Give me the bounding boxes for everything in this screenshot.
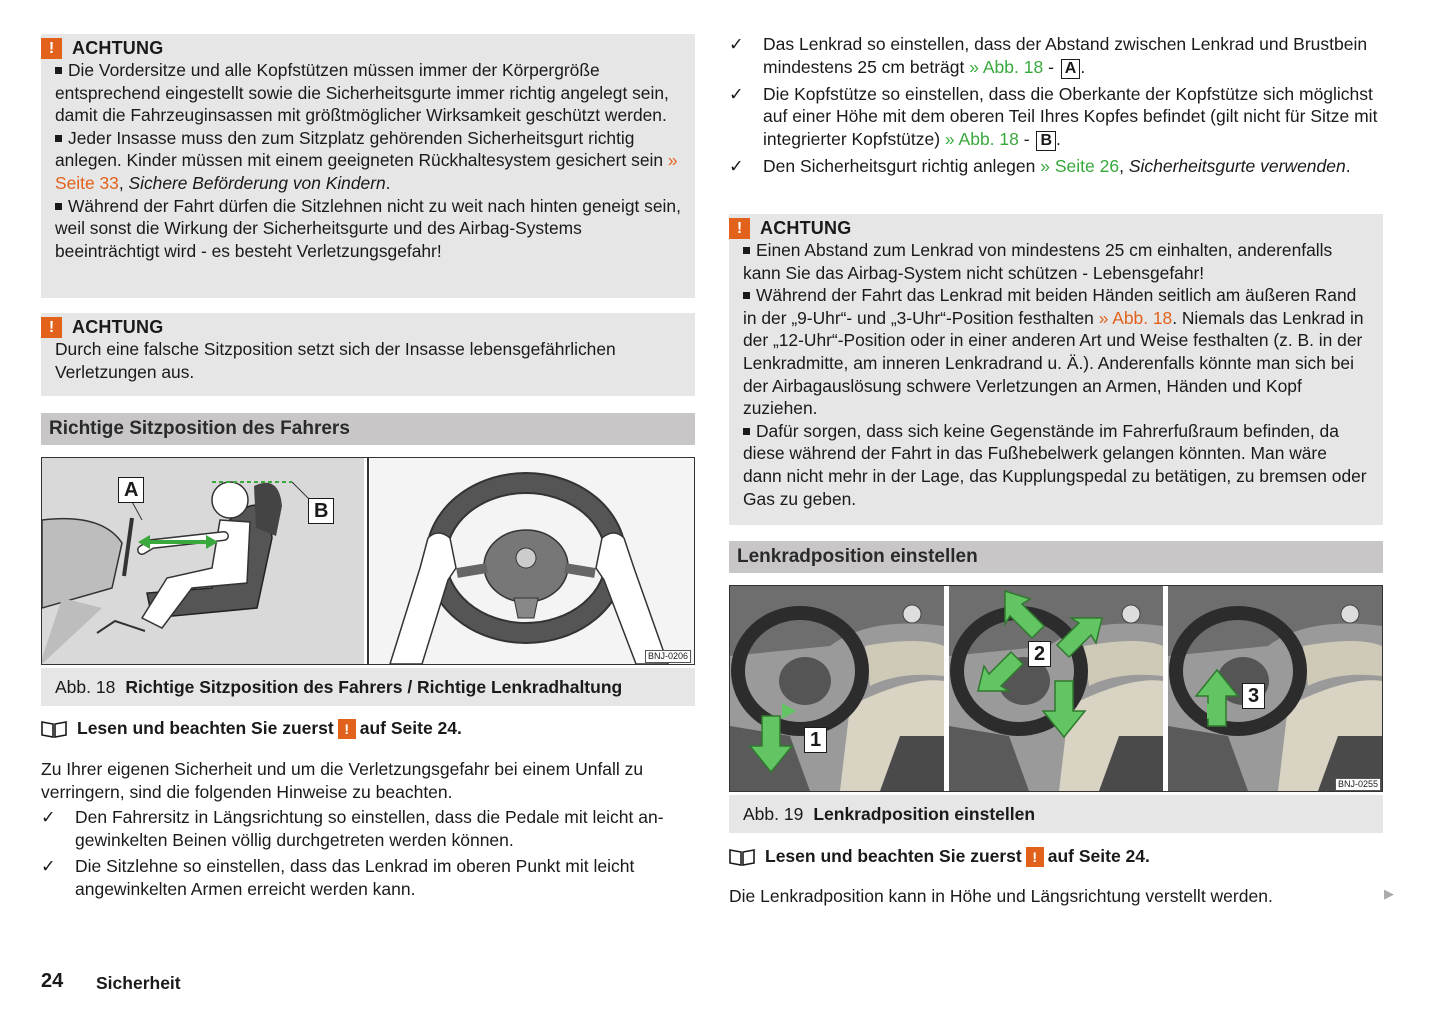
bullet-icon [55, 203, 62, 210]
warning-box-1 [41, 34, 695, 298]
intro-paragraph: Zu Ihrer eigenen Sicherheit und um die Verletzungsgefahr bei einem Unfall zu verringern, sind die folgenden Hinweise zu beachten. [41, 759, 644, 802]
bullet-icon [743, 292, 750, 299]
check-item: ✓ Die Kopfstütze so einstellen, dass die Oberkante der Kopfstütze sich möglichst auf einer Höhe mit dem oberen Teil Ihres Kopfes befindet (gilt nicht für Sitze mit integrierter Kopfstütze) » Abb. 18 - B . [729, 83, 1378, 149]
label-a: A [118, 477, 144, 503]
check-item: ✓ Das Lenkrad so einstellen, dass der Abstand zwischen Lenkrad und Brustbein mindestens 25 cm beträgt » Abb. 18 - A . [729, 34, 1368, 77]
warning-title: ACHTUNG [72, 37, 164, 58]
warning-header [729, 217, 1369, 239]
check-item: ✓ Den Sicherheitsgurt richtig anlegen » Seite 26, Sicherheitsgurte verwenden. [729, 155, 1351, 176]
warning-icon: ! [41, 38, 62, 59]
figure-caption [729, 795, 1383, 833]
warning-paragraph: Jeder Insasse muss den zum Sitzplatz gehörenden Sicherheitsgurt richtig anlegen. Kinder müssen mit einem geeigneten Rückhaltesystem gesichert sein » Seite 33, Sichere Beförderung von Kindern. [55, 127, 678, 193]
label-b-ref: B [1036, 131, 1056, 151]
caption-number: Abb. 18 [55, 677, 116, 697]
bullet-icon [743, 428, 750, 435]
book-icon [41, 720, 67, 738]
page-link[interactable]: » Seite 33 [55, 150, 678, 193]
bullet-icon [743, 247, 750, 254]
read-first-note: Lesen und beachten Sie zuerst ! auf Seite 24. [729, 846, 1150, 867]
label-b: B [308, 498, 334, 524]
warning-body: Durch eine falsche Sitzposition setzt sich der Insasse lebensgefährlichen Verletzungen aus. [55, 339, 616, 382]
step-label-2: 2 [1028, 641, 1051, 667]
check-icon: ✓ [41, 856, 56, 877]
warning-paragraph: Einen Abstand zum Lenkrad von mindestens 25 cm einhalten, anderenfalls kann Sie das Airbag-System nicht schützen - Lebensgefahr! [743, 240, 1333, 283]
warning-icon: ! [1026, 847, 1044, 867]
check-list-left [41, 806, 695, 904]
warning-body [55, 59, 681, 262]
figure-caption [41, 668, 695, 706]
check-list-right [729, 33, 1383, 181]
caption-text: Richtige Sitzposition des Fahrers / Richtige Lenkradhaltung [125, 677, 623, 697]
check-item: ✓ Den Fahrersitz in Längsrichtung so einstellen, dass die Pedale mit leicht angewinkelten Beinen völlig durchgetreten werden können. [41, 807, 664, 850]
check-icon: ✓ [729, 155, 744, 176]
bullet-icon [55, 135, 62, 142]
page-link[interactable]: » Seite 26 [1040, 155, 1120, 176]
warning-icon: ! [338, 719, 356, 739]
figure-18 [41, 457, 695, 665]
warning-title: ACHTUNG [72, 316, 164, 337]
label-a-ref: A [1061, 59, 1081, 79]
book-icon [729, 848, 755, 866]
warning-icon: ! [729, 218, 750, 239]
check-icon: ✓ [729, 83, 744, 104]
step-label-1: 1 [804, 727, 827, 753]
read-first-note: Lesen und beachten Sie zuerst ! auf Seite 24. [41, 718, 462, 739]
figure-link[interactable]: » Abb. 18 [944, 128, 1019, 149]
figure-19 [729, 585, 1383, 792]
outro-paragraph: Die Lenkradposition kann in Höhe und Längsrichtung verstellt werden. [729, 886, 1273, 906]
warning-header [41, 316, 681, 338]
warning-body [743, 239, 1369, 510]
caption-number: Abb. 19 [743, 804, 804, 824]
continue-arrow-icon: ▶ [1384, 886, 1394, 901]
check-item: ✓ Die Sitzlehne so einstellen, dass das Lenkrad im oberen Punkt mit leicht angewinkelten Armen erreicht werden kann. [41, 856, 635, 899]
warning-paragraph: Während der Fahrt das Lenkrad mit beiden Händen seitlich am äußeren Rand in der „9-Uhr“- und „3-Uhr“-Position festhalten » Abb. 18. Niemals das Lenkrad in der „12-Uhr“-Position oder in einer anderen Art und Weise festhalten (z. B. in der Lenkradmitte, am inneren Lenkradrand u. Ä.). Anderenfalls könnte man sich bei der Airbagauslösung schwere Verletzungen an Armen, Händen und Kopf zuziehen. [743, 285, 1364, 419]
caption-text: Lenkradposition einstellen [813, 804, 1036, 824]
footer-section: Sicherheit [96, 973, 181, 993]
figure-link[interactable]: » Abb. 18 [1098, 307, 1173, 328]
warning-paragraph: Die Vordersitze und alle Kopfstützen müssen immer der Körpergröße entsprechend eingestellt sowie die Sicherheitsgurte immer richtig angelegt sein, damit die Fahrzeuginsassen mit größtmöglicher Wirksamkeit geschützt werden. [55, 60, 669, 126]
warning-icon: ! [41, 317, 62, 338]
page-number: 24 [41, 970, 64, 992]
figure-link[interactable]: » Abb. 18 [969, 56, 1044, 77]
section-title: Lenkradposition einstellen [729, 541, 1383, 573]
warning-box-3 [729, 214, 1383, 525]
warning-header [41, 37, 681, 59]
warning-paragraph: Dafür sorgen, dass sich keine Gegenstände im Fahrerfußraum befinden, da diese während der Fahrt in das Fußhebelwerk gelangen könnten. Man wäre dann nicht mehr in der Lage, das Kupplungspedal zu betätigen, zu bremsen oder Gas zu geben. [743, 420, 1367, 509]
check-icon: ✓ [729, 34, 744, 54]
image-code: BNJ-0255 [1335, 778, 1381, 791]
steering-adjustment-illustration [730, 586, 1382, 791]
warning-paragraph: Während der Fahrt dürfen die Sitzlehnen nicht zu weit nach hinten geneigt sein, weil sonst die Wirkung der Sicherheitsgurte und des Airbag-Systems beeinträchtigt wird - es besteht Verletzungsgefahr! [55, 195, 681, 261]
section-title: Richtige Sitzposition des Fahrers [41, 413, 695, 445]
check-icon: ✓ [41, 807, 56, 827]
step-label-3: 3 [1242, 683, 1265, 709]
bullet-icon [55, 67, 62, 74]
image-code: BNJ-0206 [645, 650, 691, 663]
warning-title: ACHTUNG [760, 217, 852, 238]
warning-box-2 [41, 313, 695, 396]
